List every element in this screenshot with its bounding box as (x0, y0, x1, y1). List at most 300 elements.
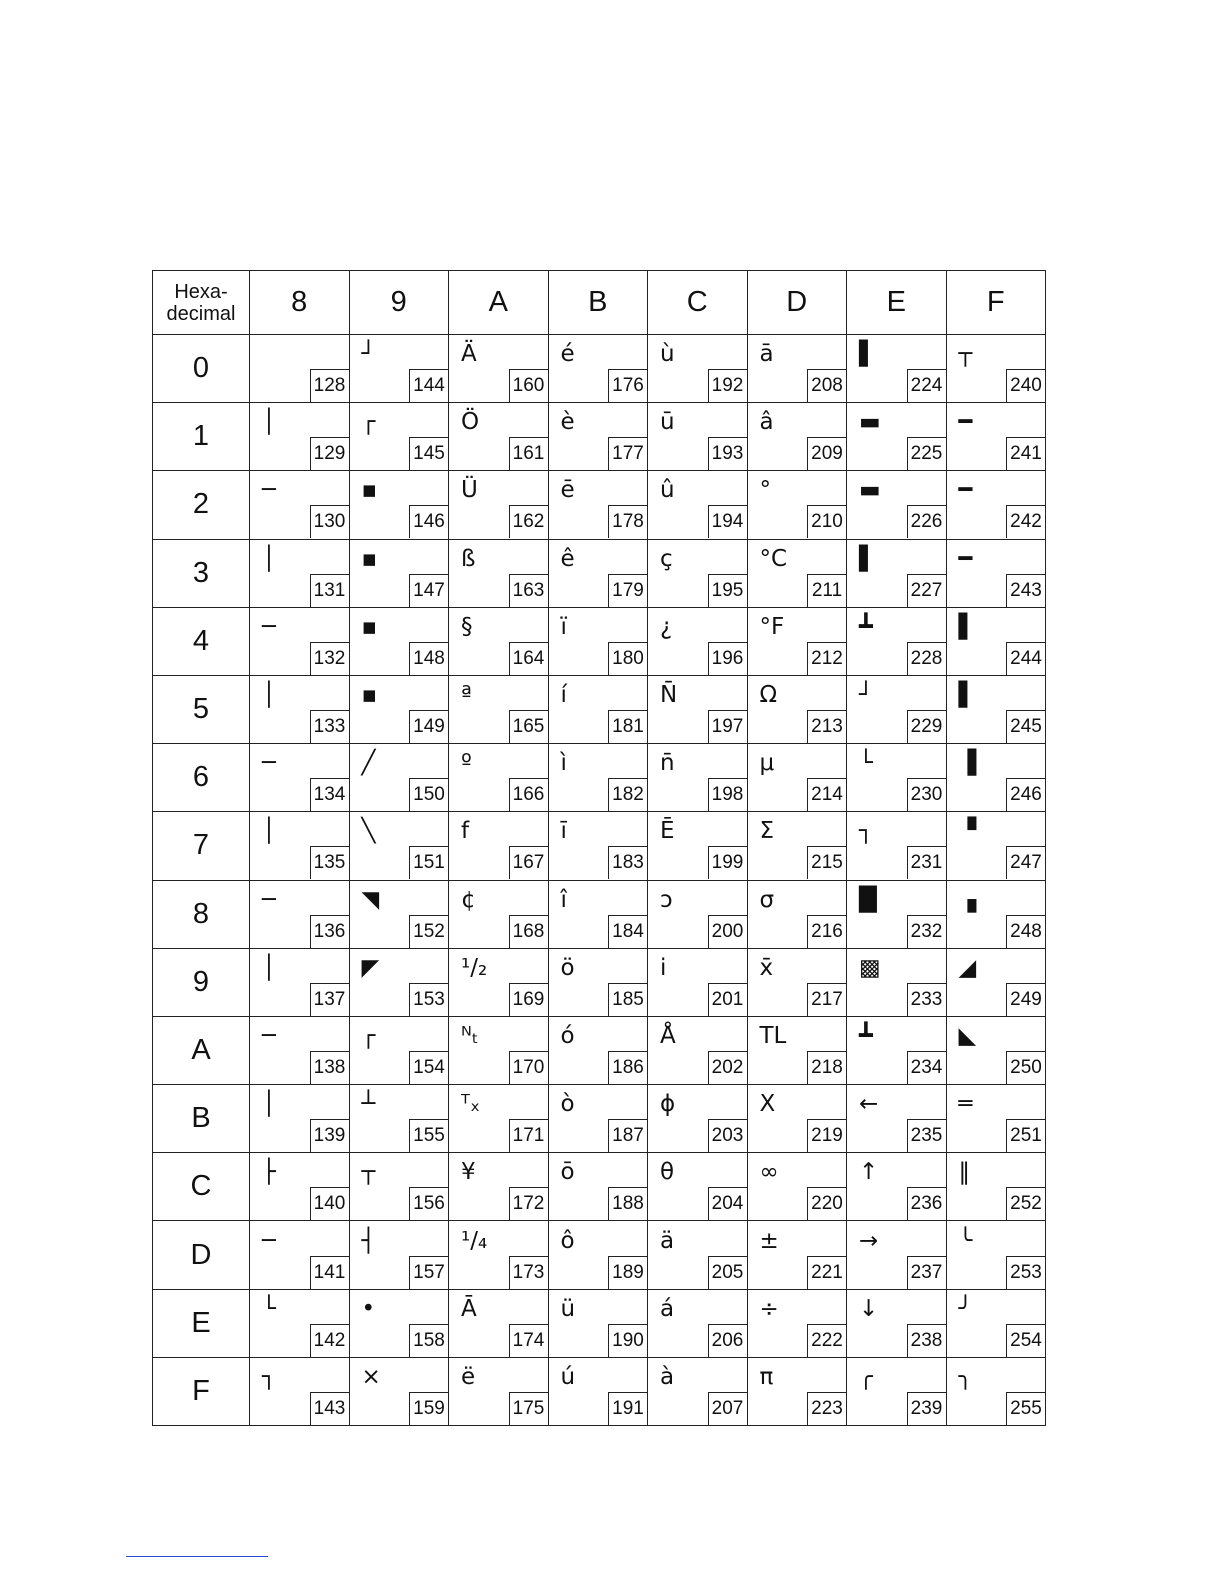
table-cell (349, 744, 449, 812)
decimal-code: 219 (807, 1119, 846, 1152)
table-cell (548, 471, 648, 539)
table-cell (847, 1153, 947, 1221)
decimal-code: 160 (509, 369, 548, 402)
cell-content (449, 676, 548, 743)
cell-content (947, 812, 1046, 879)
cell-content (748, 676, 847, 743)
table-cell (747, 335, 847, 403)
corner-label-line2: decimal (166, 302, 236, 325)
cell-content (748, 403, 847, 470)
link-underline (126, 1556, 268, 1557)
table-cell (548, 539, 648, 607)
character-glyph: X (759, 1091, 776, 1118)
character-glyph: ▪ (361, 477, 378, 504)
character-glyph: └ (262, 1295, 276, 1322)
decimal-code: 187 (608, 1119, 647, 1152)
character-glyph: θ (660, 1159, 675, 1186)
table-cell (847, 744, 947, 812)
decimal-code: 158 (409, 1324, 448, 1357)
character-glyph: ö (560, 954, 575, 981)
table-cell (449, 1153, 549, 1221)
cell-content (250, 744, 349, 811)
table-cell (548, 675, 648, 743)
row-header: D (153, 1221, 250, 1289)
table-cell (349, 539, 449, 607)
character-glyph: ╮ (958, 1363, 973, 1390)
cell-content (549, 403, 648, 470)
table-cell (548, 744, 648, 812)
cell-content (847, 608, 946, 675)
decimal-code: 212 (807, 642, 846, 675)
corner-header (153, 271, 250, 335)
table-cell (250, 880, 350, 948)
row-header: 6 (153, 744, 250, 812)
table-row (153, 1289, 1046, 1357)
cell-content (350, 949, 449, 1016)
decimal-code: 202 (708, 1051, 747, 1084)
table-cell (847, 403, 947, 471)
table-cell (847, 539, 947, 607)
decimal-code: 192 (708, 369, 747, 402)
table-cell (250, 471, 350, 539)
table-row (153, 744, 1046, 812)
decimal-code: 139 (310, 1119, 349, 1152)
cell-content (648, 1222, 747, 1289)
decimal-code: 208 (807, 369, 846, 402)
decimal-code: 220 (807, 1187, 846, 1220)
table-cell (747, 744, 847, 812)
cell-content (648, 1290, 747, 1357)
table-cell (449, 335, 549, 403)
cell-content (947, 1358, 1046, 1425)
character-glyph: ╯ (958, 1295, 973, 1322)
decimal-code: 138 (310, 1051, 349, 1084)
character-glyph: │ (262, 818, 276, 845)
table-cell (449, 812, 549, 880)
character-glyph: n̄ (660, 750, 675, 777)
cell-content (648, 676, 747, 743)
decimal-code: 255 (1006, 1392, 1045, 1425)
character-glyph: ¥ (461, 1159, 476, 1186)
table-row (153, 1357, 1046, 1425)
table-cell (449, 948, 549, 1016)
table-cell (349, 675, 449, 743)
character-glyph: ╲ (361, 818, 376, 845)
table-cell (648, 607, 748, 675)
table-cell (847, 1289, 947, 1357)
character-glyph: § (461, 613, 473, 640)
character-glyph: ± (759, 1227, 779, 1254)
table-cell (747, 471, 847, 539)
row-header: 0 (153, 335, 250, 403)
decimal-code: 134 (310, 778, 349, 811)
decimal-code: 161 (509, 437, 548, 470)
table-cell (349, 1153, 449, 1221)
character-glyph: ú (560, 1363, 576, 1390)
cell-content (947, 744, 1046, 811)
character-glyph: ï (560, 613, 567, 640)
cell-content (748, 812, 847, 879)
character-glyph: ↑ (859, 1159, 879, 1186)
character-glyph: ╱ (361, 750, 376, 777)
table-cell (250, 1221, 350, 1289)
cell-content (648, 744, 747, 811)
decimal-code: 210 (807, 505, 846, 538)
character-glyph: Ē (660, 818, 675, 845)
cell-content (847, 1017, 946, 1084)
table-cell (250, 1016, 350, 1084)
cell-content (250, 1017, 349, 1084)
decimal-code: 175 (509, 1392, 548, 1425)
table-row (153, 1221, 1046, 1289)
cell-content (648, 1358, 747, 1425)
column-header: D (747, 271, 847, 335)
cell-content (549, 1085, 648, 1152)
table-cell (747, 812, 847, 880)
decimal-code: 206 (708, 1324, 747, 1357)
character-glyph: × (361, 1363, 381, 1390)
decimal-code: 227 (907, 574, 946, 607)
table-cell (250, 1357, 350, 1425)
table-cell (946, 675, 1046, 743)
character-glyph: ┬ (958, 341, 973, 368)
table-cell (449, 1085, 549, 1153)
cell-content (648, 949, 747, 1016)
cell-content (250, 540, 349, 607)
decimal-code: 140 (310, 1187, 349, 1220)
decimal-code: 216 (807, 915, 846, 948)
decimal-code: 149 (409, 710, 448, 743)
cell-content (449, 1222, 548, 1289)
cell-content (350, 1358, 449, 1425)
decimal-code: 221 (807, 1256, 846, 1289)
decimal-code: 164 (509, 642, 548, 675)
table-cell (250, 403, 350, 471)
table-cell (747, 880, 847, 948)
table-cell (548, 1016, 648, 1084)
row-header: 9 (153, 948, 250, 1016)
character-glyph: ° (759, 477, 771, 504)
character-glyph: ┴ (361, 1091, 376, 1118)
character-glyph: ╭ (859, 1363, 873, 1390)
table-cell (847, 335, 947, 403)
table-cell (250, 744, 350, 812)
decimal-code: 153 (409, 983, 448, 1016)
decimal-code: 163 (509, 574, 548, 607)
table-cell (847, 607, 947, 675)
table-cell (847, 471, 947, 539)
decimal-code: 174 (509, 1324, 548, 1357)
table-cell (648, 471, 748, 539)
decimal-code: 213 (807, 710, 846, 743)
decimal-code: 183 (608, 846, 647, 879)
decimal-code: 244 (1006, 642, 1045, 675)
column-header: C (648, 271, 748, 335)
cell-content (350, 335, 449, 402)
cell-content (648, 1153, 747, 1220)
decimal-code: 242 (1006, 505, 1045, 538)
cell-content (549, 1153, 648, 1220)
table-cell (449, 1289, 549, 1357)
character-glyph: ▌ (958, 682, 977, 709)
character-glyph: ┐ (859, 818, 873, 845)
character-glyph: ‖ (958, 1159, 970, 1186)
character-glyph: ▪ (361, 682, 378, 709)
character-glyph: ◥ (361, 886, 380, 913)
character-glyph: ç (660, 545, 673, 572)
table-cell (449, 539, 549, 607)
column-header: F (946, 271, 1046, 335)
character-glyph: TL (759, 1022, 787, 1049)
table-cell (847, 948, 947, 1016)
character-glyph: ═ (958, 1091, 973, 1118)
character-glyph: └ (859, 750, 873, 777)
character-glyph: ▝ (958, 818, 977, 845)
character-glyph: ∞ (759, 1159, 779, 1186)
character-glyph: ▌ (859, 545, 877, 572)
table-cell (648, 744, 748, 812)
decimal-code: 215 (807, 846, 846, 879)
decimal-code: 176 (608, 369, 647, 402)
table-cell (349, 403, 449, 471)
cell-content (549, 1017, 648, 1084)
character-glyph: ┬ (361, 1159, 376, 1186)
decimal-code: 155 (409, 1119, 448, 1152)
table-cell (648, 1221, 748, 1289)
character-glyph: ─ (262, 1227, 276, 1254)
character-code-table (152, 270, 1046, 1426)
cell-content (549, 949, 648, 1016)
table-cell (747, 403, 847, 471)
cell-content (748, 949, 847, 1016)
cell-content (449, 540, 548, 607)
row-header: 8 (153, 880, 250, 948)
cell-content (250, 812, 349, 879)
table-cell (250, 948, 350, 1016)
character-glyph: σ (759, 886, 775, 913)
table-row (153, 675, 1046, 743)
decimal-code: 245 (1006, 710, 1045, 743)
decimal-code: 225 (907, 437, 946, 470)
character-glyph: N̄ (660, 682, 678, 709)
cell-content (350, 540, 449, 607)
table-cell (648, 675, 748, 743)
cell-content (250, 1290, 349, 1357)
decimal-code: 143 (310, 1392, 349, 1425)
table-cell (946, 607, 1046, 675)
decimal-code: 179 (608, 574, 647, 607)
decimal-code: 191 (608, 1392, 647, 1425)
character-glyph: ├ (262, 1159, 276, 1186)
decimal-code: 238 (907, 1324, 946, 1357)
cell-content (449, 1358, 548, 1425)
table-row (153, 403, 1046, 471)
decimal-code: 193 (708, 437, 747, 470)
decimal-code: 141 (310, 1256, 349, 1289)
character-glyph: ▐ (958, 750, 977, 777)
character-glyph: ¢ (461, 886, 476, 913)
table-cell (349, 471, 449, 539)
cell-content (449, 1017, 548, 1084)
cell-content (350, 812, 449, 879)
cell-content (748, 1290, 847, 1357)
cell-content (250, 1153, 349, 1220)
cell-content (947, 1153, 1046, 1220)
character-glyph: à (660, 1363, 675, 1390)
character-glyph: → (859, 1227, 879, 1254)
decimal-code: 224 (907, 369, 946, 402)
table-cell (946, 1016, 1046, 1084)
table-cell (548, 335, 648, 403)
row-header: A (153, 1016, 250, 1084)
decimal-code: 152 (409, 915, 448, 948)
table-cell (747, 675, 847, 743)
table-cell (548, 1085, 648, 1153)
table-row (153, 335, 1046, 403)
cell-content (947, 676, 1046, 743)
cell-content (748, 881, 847, 948)
table-cell (250, 539, 350, 607)
table-cell (250, 607, 350, 675)
cell-content (350, 881, 449, 948)
decimal-code: 199 (708, 846, 747, 879)
cell-content (947, 1017, 1046, 1084)
character-glyph: Ü (461, 477, 478, 504)
decimal-code: 178 (608, 505, 647, 538)
decimal-code: 217 (807, 983, 846, 1016)
character-glyph: ┘ (859, 682, 873, 709)
decimal-code: 222 (807, 1324, 846, 1357)
character-glyph: Σ (759, 818, 775, 845)
row-header: 1 (153, 403, 250, 471)
character-glyph: │ (262, 409, 276, 436)
decimal-code: 182 (608, 778, 647, 811)
cell-content (549, 1358, 648, 1425)
character-glyph: ─ (262, 1022, 276, 1049)
decimal-code: 165 (509, 710, 548, 743)
decimal-code: 151 (409, 846, 448, 879)
cell-content (549, 471, 648, 538)
table-cell (847, 1221, 947, 1289)
character-glyph: ─ (262, 613, 276, 640)
character-glyph: ī (560, 818, 567, 845)
cell-content (847, 1085, 946, 1152)
decimal-code: 169 (509, 983, 548, 1016)
character-glyph: ▌ (958, 613, 977, 640)
decimal-code: 166 (509, 778, 548, 811)
decimal-code: 168 (509, 915, 548, 948)
character-glyph: ▪ (361, 545, 378, 572)
cell-content (449, 881, 548, 948)
cell-content (748, 1358, 847, 1425)
decimal-code: 173 (509, 1256, 548, 1289)
table-cell (449, 744, 549, 812)
table-cell (648, 880, 748, 948)
character-glyph: ┻ (859, 1022, 873, 1049)
character-glyph: ä (660, 1227, 675, 1254)
table-cell (449, 880, 549, 948)
cell-content (449, 471, 548, 538)
decimal-code: 234 (907, 1051, 946, 1084)
table-cell (946, 1289, 1046, 1357)
decimal-code: 128 (310, 369, 349, 402)
decimal-code: 240 (1006, 369, 1045, 402)
decimal-code: 172 (509, 1187, 548, 1220)
table-cell (548, 880, 648, 948)
character-glyph: ᴺₜ (461, 1022, 479, 1049)
character-glyph: ┌ (361, 1022, 376, 1049)
decimal-code: 188 (608, 1187, 647, 1220)
table-cell (349, 1016, 449, 1084)
cell-content (250, 881, 349, 948)
table-cell (648, 335, 748, 403)
character-glyph: ◣ (958, 1022, 977, 1049)
cell-content (847, 403, 946, 470)
decimal-code: 135 (310, 846, 349, 879)
decimal-code: 253 (1006, 1256, 1045, 1289)
character-glyph: ┐ (262, 1363, 276, 1390)
table-row (153, 607, 1046, 675)
character-glyph: │ (262, 682, 276, 709)
table-cell (449, 1357, 549, 1425)
cell-content (947, 335, 1046, 402)
cell-content (748, 744, 847, 811)
table-cell (449, 471, 549, 539)
table-cell (648, 948, 748, 1016)
decimal-code: 147 (409, 574, 448, 607)
cell-content (250, 1222, 349, 1289)
decimal-code: 189 (608, 1256, 647, 1289)
table-cell (548, 812, 648, 880)
character-glyph: ━ (958, 409, 973, 436)
table-cell (449, 1016, 549, 1084)
cell-content (549, 676, 648, 743)
character-glyph: ó (560, 1022, 575, 1049)
cell-content (748, 1017, 847, 1084)
character-glyph: ª (461, 682, 472, 709)
decimal-code: 156 (409, 1187, 448, 1220)
table-cell (946, 471, 1046, 539)
cell-content (350, 1290, 449, 1357)
character-glyph: ▌ (859, 341, 877, 368)
character-glyph: Ā (461, 1295, 477, 1322)
cell-content (847, 1222, 946, 1289)
decimal-code: 144 (409, 369, 448, 402)
character-glyph: ¹/₂ (461, 954, 488, 981)
table-cell (449, 607, 549, 675)
cell-content (947, 608, 1046, 675)
table-cell (946, 1153, 1046, 1221)
table-cell (946, 744, 1046, 812)
character-glyph: °F (759, 613, 785, 640)
character-glyph: ─ (262, 750, 276, 777)
character-glyph: │ (262, 545, 276, 572)
decimal-code: 239 (907, 1392, 946, 1425)
table-cell (250, 675, 350, 743)
table-row (153, 1016, 1046, 1084)
cell-content (648, 335, 747, 402)
cell-content (947, 881, 1046, 948)
decimal-code: 142 (310, 1324, 349, 1357)
decimal-code: 207 (708, 1392, 747, 1425)
table-cell (847, 880, 947, 948)
character-glyph: í (560, 682, 567, 709)
cell-content (947, 1290, 1046, 1357)
decimal-code: 162 (509, 505, 548, 538)
table-cell (449, 1221, 549, 1289)
decimal-code: 148 (409, 642, 448, 675)
table-cell (548, 607, 648, 675)
